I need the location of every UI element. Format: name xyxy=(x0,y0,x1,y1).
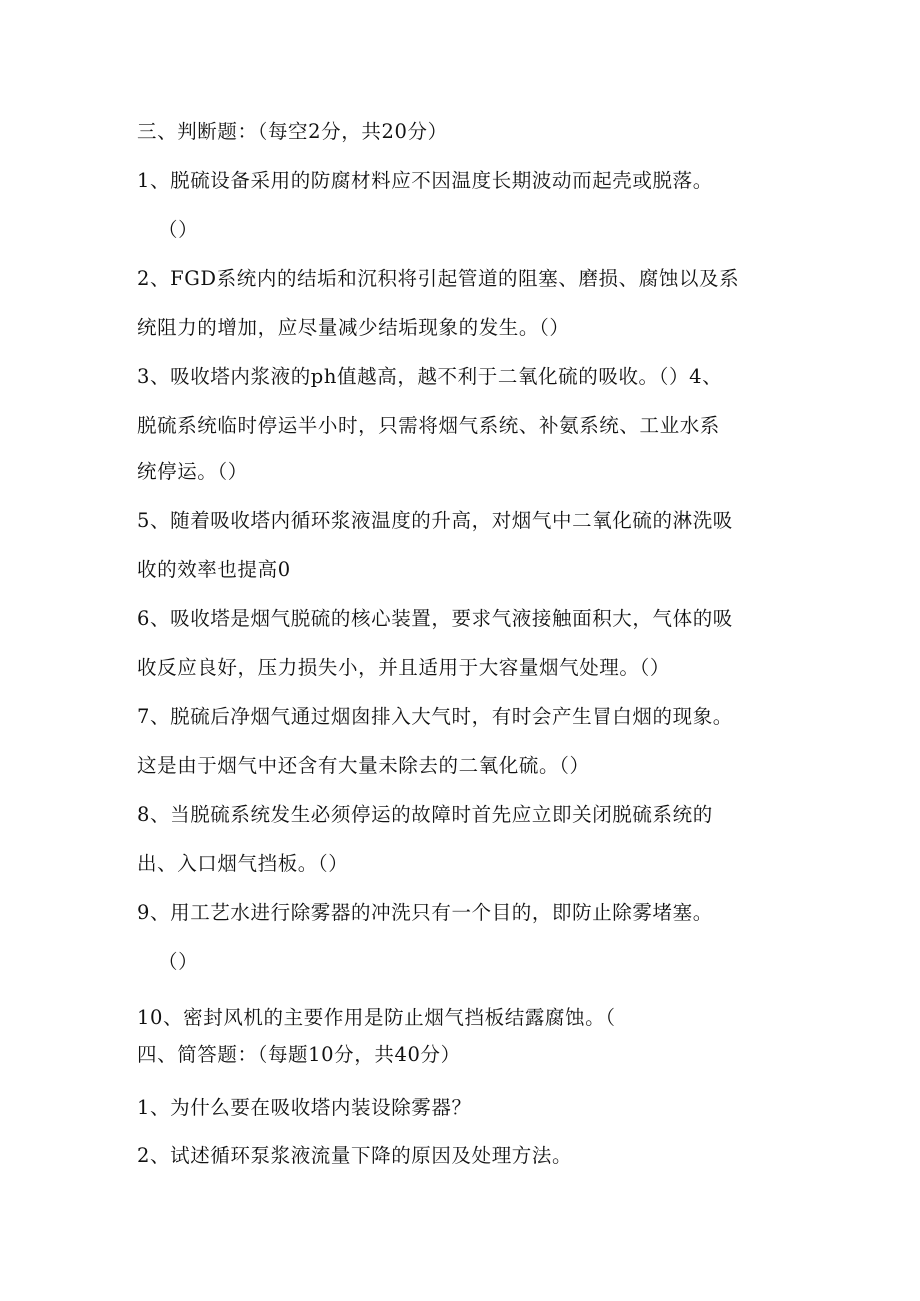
question-9-line-1: 9、用工艺水进行除雾器的冲洗只有一个目的，即防止除雾堵塞。 xyxy=(137,901,713,924)
question-6-line-2: 收反应良好，压力损失小，并且适用于大容量烟气处理。（） xyxy=(137,656,670,679)
question-8-line-2: 出、入口烟气挡板。（） xyxy=(137,852,349,875)
question-5-line-2: 收的效率也提高0 xyxy=(137,558,291,581)
question-6-line-1: 6、吸收塔是烟气脱硫的核心装置，要求气液接触面积大，气体的吸 xyxy=(137,607,733,630)
section-heading-judgment: 三、判断题：（每空2分，共20分） xyxy=(137,120,448,143)
question-1-line-1: 1、脱硫设备采用的防腐材料应不因温度长期波动而起壳或脱落。 xyxy=(137,169,713,192)
question-4-line-1: 脱硫系统临时停运半小时，只需将烟气系统、补氨系统、工业水系 xyxy=(137,414,720,437)
short-answer-question-1: 1、为什么要在吸收塔内装设除雾器？ xyxy=(137,1096,472,1119)
question-3-line-1: 3、吸收塔内浆液的ph值越高，越不利于二氧化硫的吸收。（）4、 xyxy=(137,365,723,388)
section-heading-short-answer: 四、简答题：（每题10分，共40分） xyxy=(137,1043,461,1066)
question-5-line-1: 5、随着吸收塔内循环浆液温度的升高，对烟气中二氧化硫的淋洗吸 xyxy=(137,509,733,532)
question-2-line-2: 统阻力的增加，应尽量减少结垢现象的发生。（） xyxy=(137,316,570,339)
question-1-answer-blank: （） xyxy=(158,218,199,241)
question-4-line-2: 统停运。（） xyxy=(137,460,248,483)
question-2-line-1: 2、FGD系统内的结垢和沉积将引起管道的阻塞、磨损、腐蚀以及系 xyxy=(137,267,740,290)
question-10-line-1: 10、密封风机的主要作用是防止烟气挡板结露腐蚀。（ xyxy=(137,1006,616,1029)
question-7-line-2: 这是由于烟气中还含有大量未除去的二氧化硫。（） xyxy=(137,754,590,777)
question-7-line-1: 7、脱硫后净烟气通过烟囱排入大气时，有时会产生冒白烟的现象。 xyxy=(137,705,733,728)
question-8-line-1: 8、当脱硫系统发生必须停运的故障时首先应立即关闭脱硫系统的 xyxy=(137,803,713,826)
question-9-answer-blank: （） xyxy=(158,950,199,973)
short-answer-question-2: 2、试述循环泵浆液流量下降的原因及处理方法。 xyxy=(137,1144,573,1167)
